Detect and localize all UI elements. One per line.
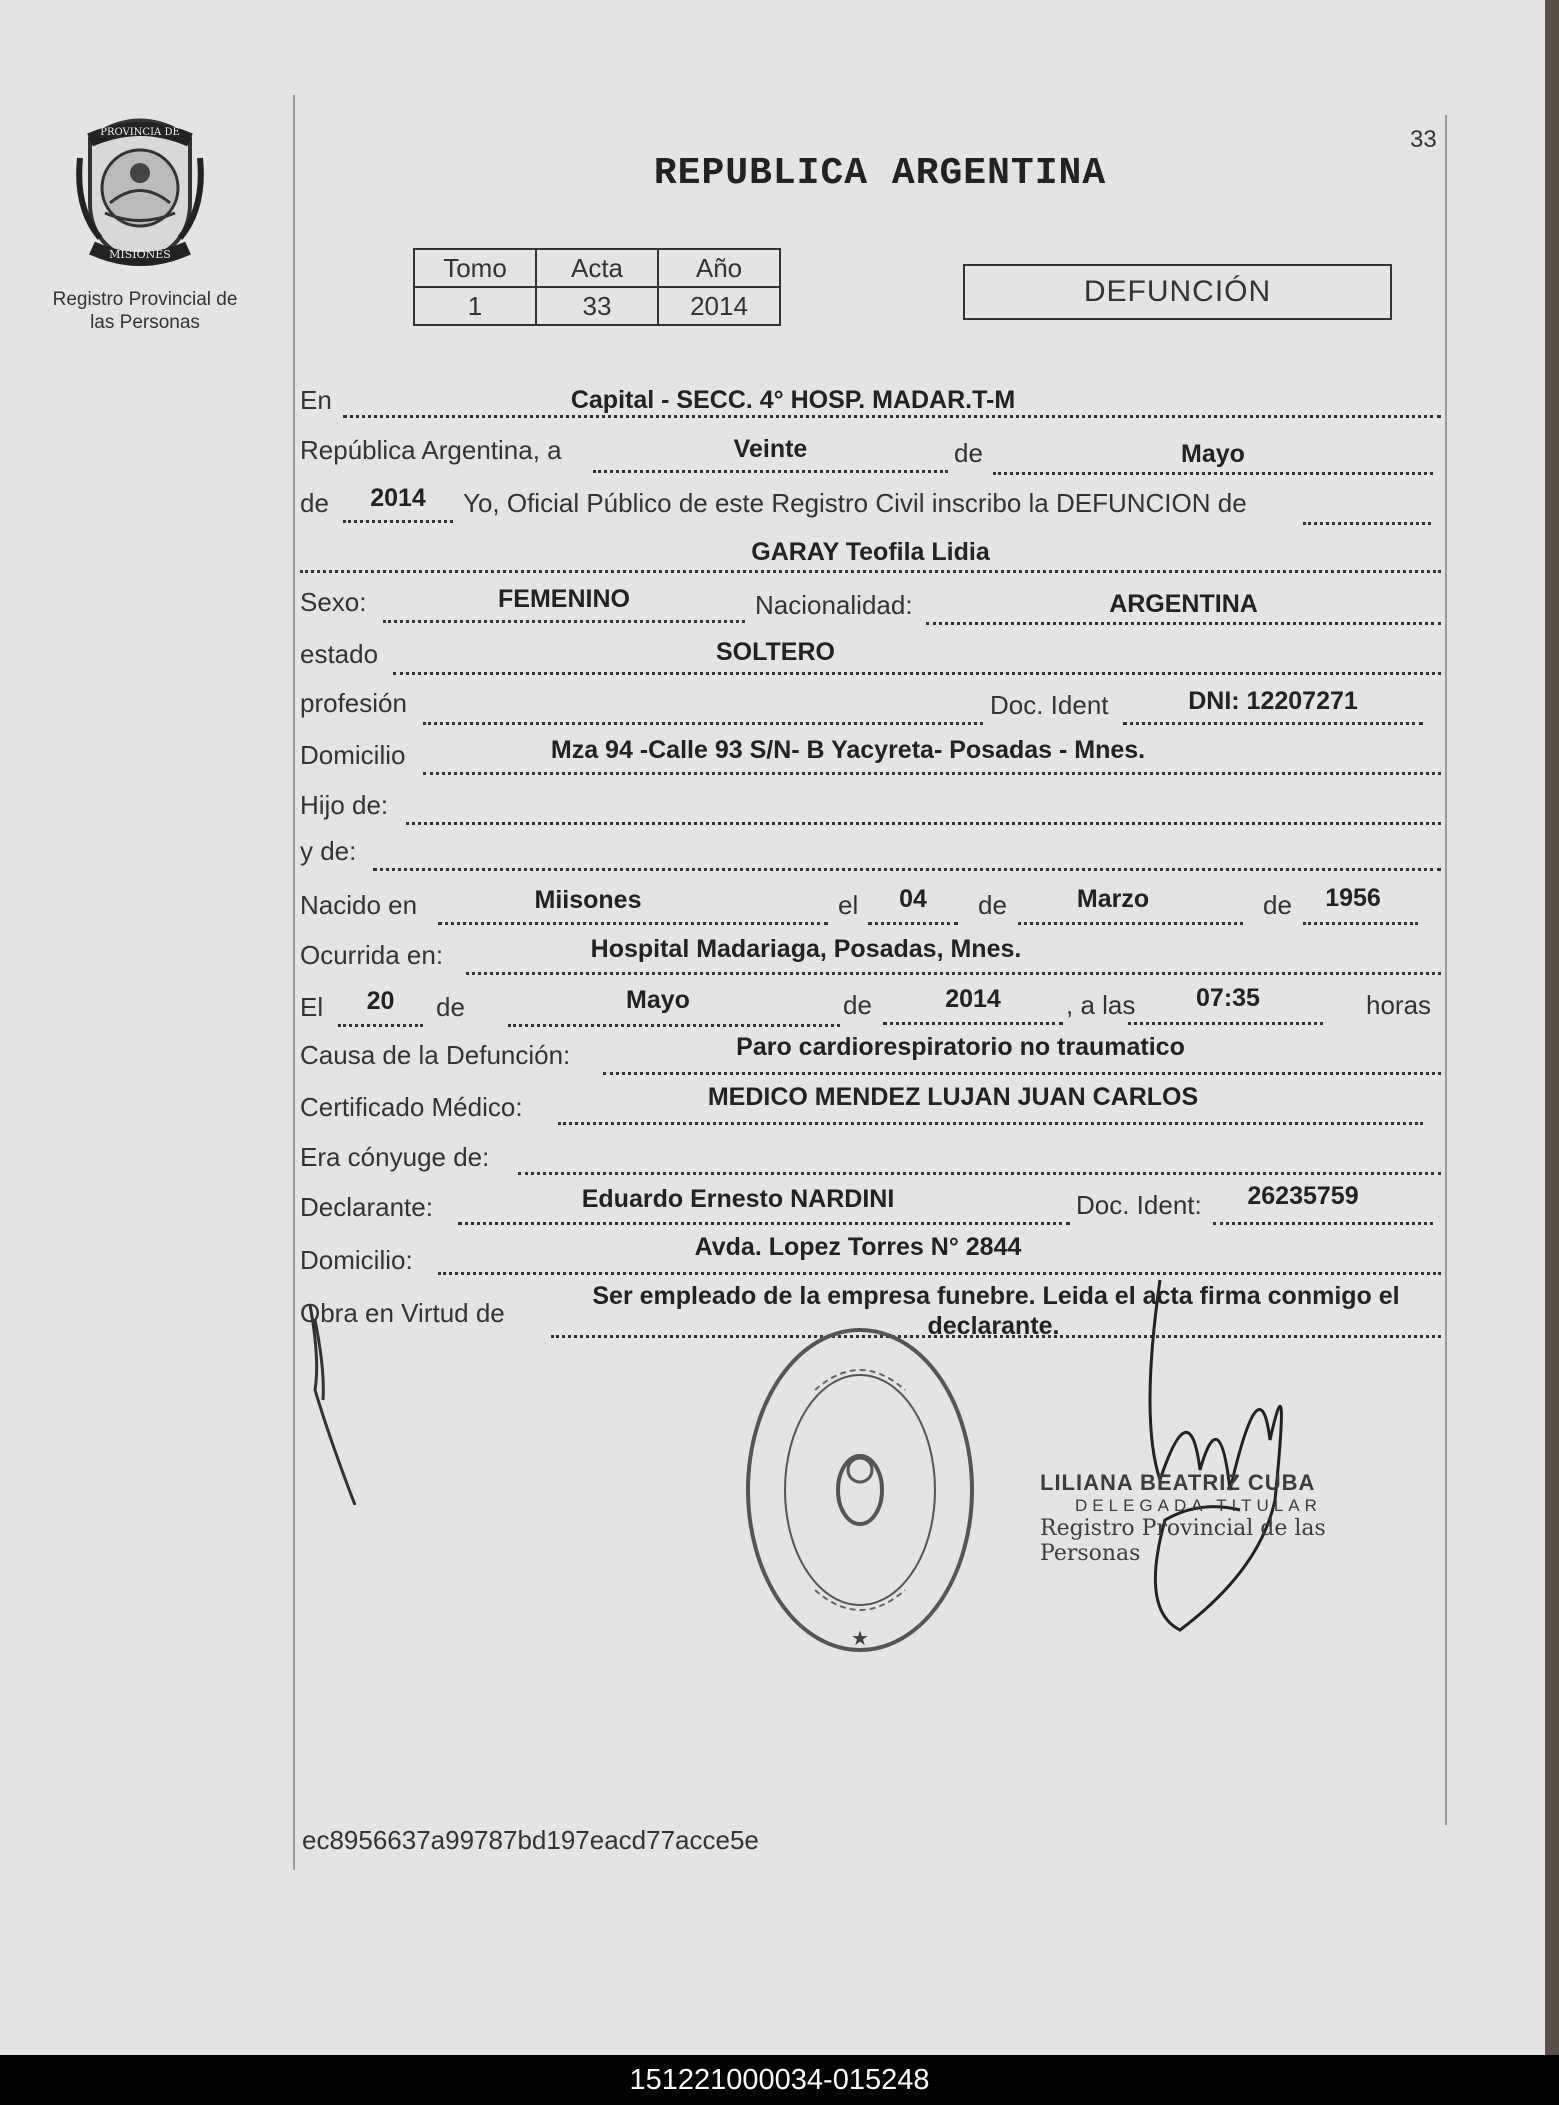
label-en: En <box>300 385 332 415</box>
value-tomo: 1 <box>414 287 536 325</box>
label-de-5: de <box>436 992 465 1022</box>
seal-text-top: PROVINCIA DE <box>100 127 180 138</box>
label-yo: Yo, Oficial Público de este Registro Civil inscribo la DEFUNCION de <box>463 488 1247 518</box>
label-conyuge: Era cónyuge de: <box>300 1142 490 1172</box>
label-doc-ident: Doc. Ident <box>990 690 1109 720</box>
row-nacido <box>298 880 1443 930</box>
field-profesion <box>423 692 983 725</box>
value-death-day: 20 <box>366 987 395 1015</box>
handwritten-mark-icon <box>305 1300 365 1510</box>
label-de-3: de <box>978 890 1007 920</box>
scan-caption: 151221000034-015248 <box>0 2055 1559 2105</box>
row-causa <box>298 1030 1443 1080</box>
label-horas: horas <box>1366 990 1432 1020</box>
official-stamp-icon <box>740 1320 980 1660</box>
value-death-time: 07:35 <box>1196 984 1260 1012</box>
row-declarante <box>298 1180 1443 1230</box>
row-republica <box>298 430 1443 480</box>
svg-text:★: ★ <box>851 1628 869 1650</box>
registry-line-1: Registro Provincial de <box>52 289 238 310</box>
value-doc-ident: DNI: 12207271 <box>1188 687 1358 715</box>
label-estado: estado <box>300 639 379 669</box>
field-name-start <box>1303 492 1431 525</box>
value-death-month: Mayo <box>626 986 690 1014</box>
registry-line-2: las Personas <box>90 312 200 333</box>
value-estado: SOLTERO <box>716 638 835 666</box>
label-profesion: profesión <box>300 688 407 718</box>
row-profesion <box>298 680 1443 730</box>
label-doc-ident-2: Doc. Ident: <box>1076 1190 1202 1220</box>
value-sexo: FEMENINO <box>498 585 630 613</box>
value-birth-day: 04 <box>899 885 927 913</box>
row-name <box>298 530 1443 580</box>
value-causa: Paro cardiorespiratorio no traumatico <box>736 1033 1185 1061</box>
seal-text-bottom: MISIONES <box>109 248 171 261</box>
row-estado <box>298 630 1443 680</box>
label-causa: Causa de la Defunción: <box>300 1040 571 1070</box>
document-title: REPUBLICA ARGENTINA <box>653 152 1107 195</box>
label-nacido: Nacido en <box>300 890 418 920</box>
value-declarante: Eduardo Ernesto NARDINI <box>581 1185 895 1213</box>
registry-name <box>35 288 255 334</box>
value-birth-month: Marzo <box>1076 885 1150 913</box>
label-el-2: El <box>300 992 324 1022</box>
value-death-year: 2014 <box>945 985 1001 1013</box>
value-nacido-en: Miisones <box>534 886 642 914</box>
value-nacionalidad: ARGENTINA <box>1109 590 1258 618</box>
label-republica: República Argentina, a <box>300 435 562 465</box>
label-declarante: Declarante: <box>300 1192 433 1222</box>
official-name: LILIANA BEATRIZ CUBA <box>1040 1470 1316 1495</box>
label-el: el <box>838 890 859 920</box>
death-record-form <box>298 380 1443 1350</box>
value-domicilio-2: Avda. Lopez Torres N° 2844 <box>694 1233 1022 1261</box>
label-a-las: , a las <box>1066 990 1136 1020</box>
value-doc-ident-2: 26235759 <box>1247 1182 1359 1210</box>
value-obra-line-1: Ser empleado de la empresa funebre. Leida el acta firma conmigo el <box>592 1282 1400 1310</box>
field-conyuge <box>518 1142 1441 1175</box>
margin-line-right <box>1445 115 1447 1825</box>
label-de-4: de <box>1263 890 1292 920</box>
label-domicilio: Domicilio <box>300 740 406 770</box>
record-type: DEFUNCIÓN <box>963 264 1392 320</box>
value-day-words: Veinte <box>733 435 808 463</box>
value-domicilio: Mza 94 -Calle 93 S/N- B Yacyreta- Posadas - Mnes. <box>550 736 1146 764</box>
label-ocurrida: Ocurrida en: <box>300 940 444 970</box>
official-org: Registro Provincial de las Personas <box>1040 1516 1326 1566</box>
label-nacionalidad: Nacionalidad: <box>755 590 913 620</box>
label-de-1: de <box>954 438 983 468</box>
label-obra: Obra en Virtud de <box>300 1298 505 1328</box>
row-domicilio <box>298 730 1443 780</box>
value-month: Mayo <box>1181 440 1245 468</box>
row-conyuge <box>298 1130 1443 1180</box>
field-hijo <box>406 792 1441 825</box>
row-sexo <box>298 580 1443 630</box>
label-y-de: y de: <box>300 836 357 866</box>
row-certificado <box>298 1080 1443 1130</box>
value-year: 2014 <box>370 484 426 512</box>
label-certificado: Certificado Médico: <box>300 1092 523 1122</box>
row-ocurrida <box>298 930 1443 980</box>
header-tomo: Tomo <box>414 249 536 287</box>
value-en: Capital - SECC. 4° HOSP. MADAR.T-M <box>570 386 1016 414</box>
book-binding-edge <box>1545 0 1559 2055</box>
value-name: GARAY Teofila Lidia <box>751 538 990 566</box>
value-certificado: MEDICO MENDEZ LUJAN JUAN CARLOS <box>707 1083 1199 1111</box>
value-anio: 2014 <box>658 287 780 325</box>
value-birth-year: 1956 <box>1325 884 1381 912</box>
document-hash: ec8956637a99787bd197eacd77acce5e <box>302 1825 759 1855</box>
row-hijo <box>298 780 1443 830</box>
row-yo <box>298 480 1443 530</box>
field-y-de <box>373 838 1441 871</box>
row-en <box>298 380 1443 430</box>
province-seal-icon <box>70 108 210 268</box>
label-de-2: de <box>300 488 329 518</box>
value-acta: 33 <box>536 287 658 325</box>
label-de-6: de <box>843 990 872 1020</box>
label-hijo: Hijo de: <box>300 790 389 820</box>
official-role: DELEGADA TITULAR <box>1075 1496 1322 1515</box>
label-sexo: Sexo: <box>300 587 367 617</box>
row-y-de <box>298 830 1443 880</box>
label-domicilio-2: Domicilio: <box>300 1245 413 1275</box>
record-table <box>413 248 781 326</box>
page-number: 33 <box>1410 126 1437 153</box>
header-acta: Acta <box>536 249 658 287</box>
official-signature-block <box>1040 1470 1380 1566</box>
signature-scribble-icon <box>1120 1270 1300 1650</box>
header-anio: Año <box>658 249 780 287</box>
value-ocurrida: Hospital Madariaga, Posadas, Mnes. <box>590 935 1022 963</box>
field-obra <box>551 1305 1441 1338</box>
margin-line-left <box>293 95 295 1870</box>
value-obra-line-2: declarante. <box>927 1312 1060 1340</box>
row-death-date <box>298 980 1443 1030</box>
